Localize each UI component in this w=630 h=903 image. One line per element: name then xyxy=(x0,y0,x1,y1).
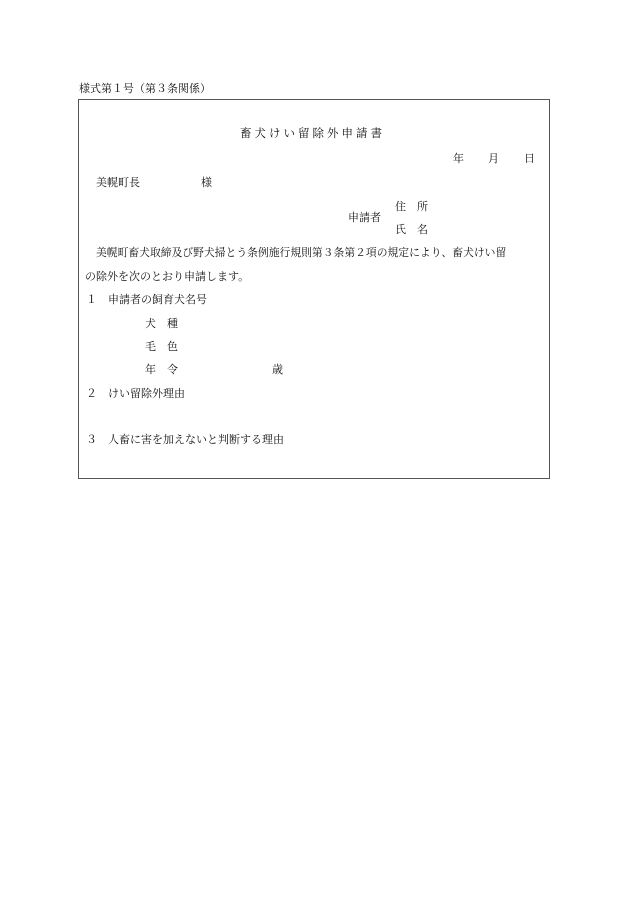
section-1-number: １ xyxy=(86,293,97,306)
date-day-label: 日 xyxy=(524,152,535,165)
body-text-line-1: 美幌町畜犬取締及び野犬掃とう条例施行規則第３条第２項の規定により、畜犬けい留 xyxy=(96,246,507,259)
dog-age-unit: 歳 xyxy=(272,363,283,376)
section-2-number: ２ xyxy=(86,387,97,400)
form-number: 様式第１号（第３条関係） xyxy=(79,82,211,95)
section-3-number: ３ xyxy=(86,433,97,446)
coat-color-label: 毛 色 xyxy=(145,340,178,353)
applicant-address-label: 住 所 xyxy=(395,200,428,213)
application-form xyxy=(78,99,550,479)
applicant-label: 申請者 xyxy=(348,211,381,224)
section-3-heading: 人畜に害を加えないと判断する理由 xyxy=(108,433,284,446)
body-text-line-2: の除外を次のとおり申請します。 xyxy=(85,270,250,283)
section-1-heading: 申請者の飼育犬名号 xyxy=(108,293,207,306)
applicant-name-label: 氏 名 xyxy=(395,223,428,236)
dog-age-label: 年 令 xyxy=(145,363,178,376)
addressee-honorific: 様 xyxy=(201,176,212,189)
date-year-label: 年 xyxy=(453,152,464,165)
section-2-heading: けい留除外理由 xyxy=(108,387,185,400)
form-title: 畜犬けい留除外申請書 xyxy=(240,126,385,140)
dog-breed-label: 犬 種 xyxy=(145,317,178,330)
date-month-label: 月 xyxy=(488,152,499,165)
addressee-name: 美幌町長 xyxy=(96,176,140,189)
